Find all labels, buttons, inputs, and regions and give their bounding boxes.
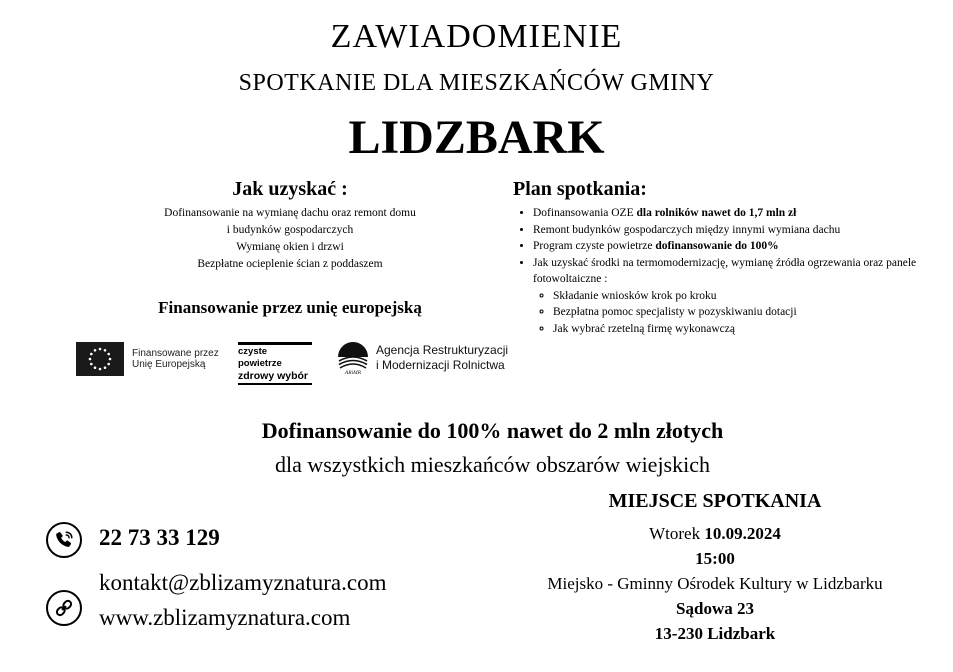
email-link[interactable]: kontakt@zblizamyznatura.com bbox=[99, 570, 387, 595]
how-to-get-line: Dofinansowanie na wymianę dachu oraz remont domu bbox=[164, 207, 416, 219]
meeting-time: 15:00 bbox=[695, 549, 735, 568]
notice-title: ZAWIADOMIENIE bbox=[330, 18, 623, 55]
clean-air-bar bbox=[238, 383, 312, 385]
venue-section bbox=[495, 490, 935, 646]
how-to-get-heading: Jak uzyskać : bbox=[232, 178, 348, 200]
clean-air-line: zdrowy wybór bbox=[238, 370, 309, 382]
plan-item-text: Jak uzyskać środki na termomodernizację, wymianę źródła ogrzewania oraz panele fotowoltaiczne : bbox=[533, 256, 917, 285]
link-icon bbox=[46, 590, 82, 626]
meeting-plan-list bbox=[513, 205, 933, 337]
plan-item bbox=[533, 205, 933, 222]
meeting-subtitle: SPOTKANIE DLA MIESZKAŃCÓW GMINY bbox=[238, 70, 715, 96]
clean-air-bar bbox=[238, 342, 312, 345]
arimr-logo-icon bbox=[336, 341, 370, 375]
plan-item-emphasis: dofinansowanie do 100% bbox=[655, 240, 779, 252]
plan-item-text: Program czyste powietrze bbox=[533, 240, 656, 252]
meeting-plan-section bbox=[513, 178, 933, 337]
eu-funding-line: Finansowane przez bbox=[132, 348, 219, 359]
plan-item bbox=[533, 255, 933, 338]
arimr-label bbox=[376, 343, 508, 373]
plan-item bbox=[533, 222, 933, 239]
plan-sublist bbox=[533, 288, 933, 338]
eu-funding-label bbox=[132, 348, 219, 370]
meeting-day: Wtorek bbox=[649, 524, 705, 543]
how-to-get-section bbox=[120, 178, 460, 273]
funding-headline: Dofinansowanie do 100% nawet do 2 mln złotych bbox=[261, 418, 724, 443]
venue-street: Sądowa 23 bbox=[676, 599, 754, 618]
how-to-get-list bbox=[120, 205, 460, 273]
venue-place: Miejsko - Gminny Ośrodek Kultury w Lidzbarku bbox=[547, 574, 883, 593]
how-to-get-line: Bezpłatne ocieplenie ścian z poddaszem bbox=[197, 258, 383, 270]
meeting-plan-heading: Plan spotkania: bbox=[513, 178, 647, 200]
plan-subitem: ◦ Bezpłatna pomoc specjalisty w pozyskiwaniu dotacji bbox=[553, 304, 933, 321]
arimr-line: i Modernizacji Rolnictwa bbox=[376, 358, 505, 372]
funding-logos bbox=[76, 340, 516, 380]
meeting-date bbox=[495, 521, 935, 546]
funding-headline-sub: dla wszystkich mieszkańców obszarów wiejskich bbox=[275, 452, 710, 477]
eu-flag-icon bbox=[76, 342, 124, 376]
venue-heading: MIEJSCE SPOTKANIA bbox=[608, 490, 822, 512]
website-link[interactable]: www.zblizamyznatura.com bbox=[99, 605, 351, 630]
venue-city: 13-230 Lidzbark bbox=[654, 624, 776, 643]
plan-item bbox=[533, 238, 933, 255]
plan-item-text: Remont budynków gospodarczych między innymi wymiana dachu bbox=[533, 223, 841, 236]
municipality-name: LIDZBARK bbox=[348, 111, 605, 164]
plan-item-emphasis: dla rolników nawet do 1,7 mln zł bbox=[636, 207, 797, 219]
meeting-date-value: 10.09.2024 bbox=[704, 524, 781, 543]
plan-subitem: ◦ Jak wybrać rzetelną firmę wykonawczą bbox=[553, 321, 933, 338]
phone-icon bbox=[46, 522, 82, 558]
arimr-mark-text: ARiMR bbox=[344, 370, 362, 375]
how-to-get-line: Wymianę okien i drzwi bbox=[236, 241, 344, 253]
plan-item-text: Dofinansowania OZE bbox=[533, 207, 637, 219]
how-to-get-line: i budynków gospodarczych bbox=[226, 224, 354, 236]
eu-funding-line: Unię Europejską bbox=[132, 359, 206, 370]
arimr-line: Agencja Restrukturyzacji bbox=[376, 343, 509, 357]
clean-air-logo bbox=[238, 342, 312, 385]
plan-subitem: ◦ Składanie wniosków krok po kroku bbox=[553, 288, 933, 305]
clean-air-line: czyste powietrze bbox=[238, 346, 282, 369]
funding-heading: Finansowanie przez unię europejską bbox=[158, 298, 422, 317]
phone-number[interactable]: 22 73 33 129 bbox=[99, 525, 220, 550]
